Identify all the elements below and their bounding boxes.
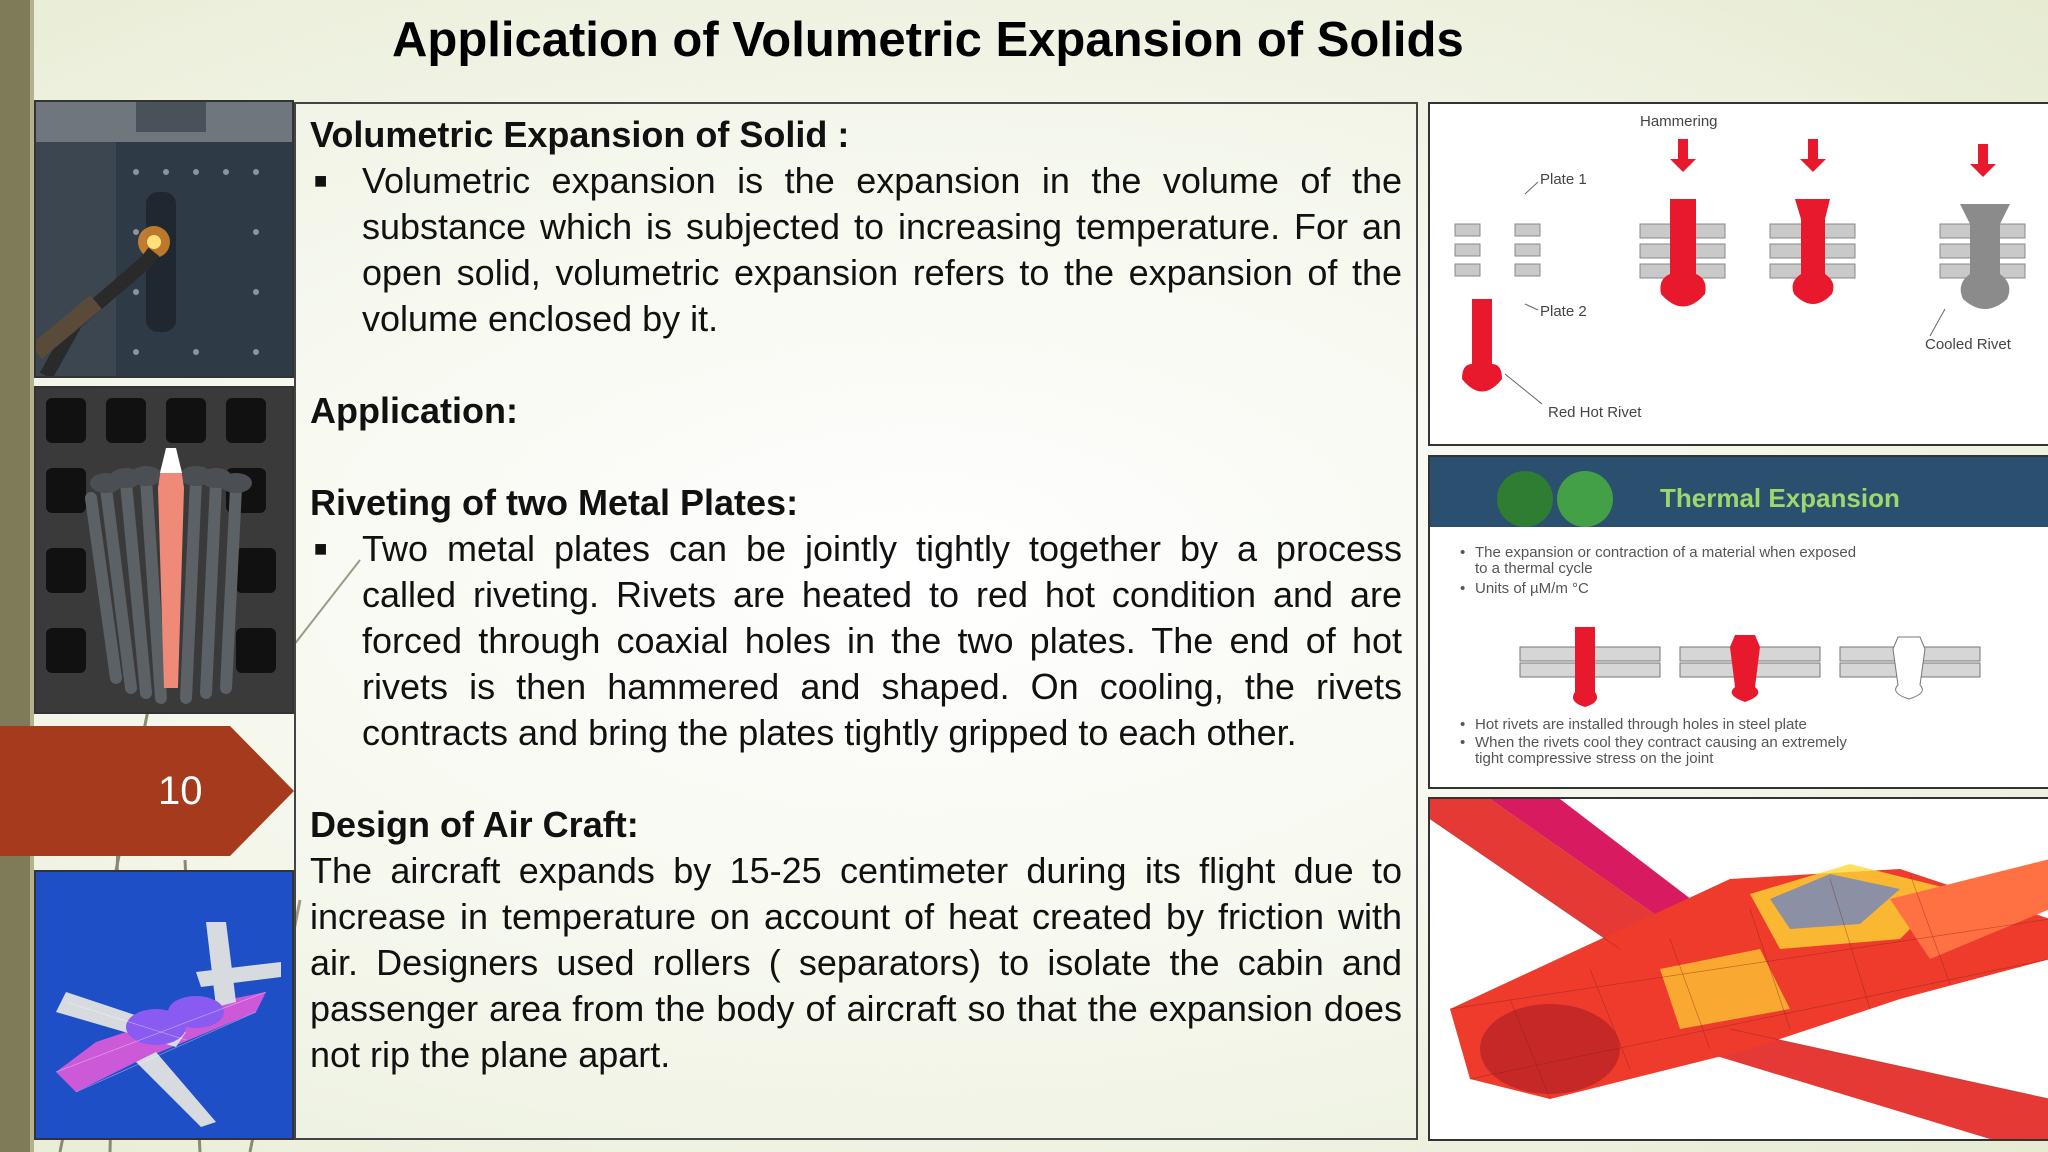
bullet-volumetric-definition bbox=[310, 158, 1402, 342]
riveting-process-diagram bbox=[1428, 102, 2048, 446]
label-cooled-rivet: Cooled Rivet bbox=[1925, 336, 2011, 353]
label-hammering: Hammering bbox=[1640, 113, 1718, 130]
riveting-worker-photo bbox=[34, 100, 294, 378]
thermal-expansion-diagram bbox=[1428, 455, 2048, 789]
aircraft-paragraph: The aircraft expands by 15-25 centimeter during its flight due to increase in temperature on account of heat created by friction with air. Designers used rollers ( separators) to isolate the cabin and passenger area from the body of aircraft so that the expansion does not rip the plane apart. bbox=[310, 850, 1402, 1075]
bullet-square-icon: ■ bbox=[314, 536, 328, 561]
thermal-bullet-4a: When the rivets cool they contract causing an extremely bbox=[1475, 734, 1847, 751]
section-heading-volumetric: Volumetric Expansion of Solid : bbox=[310, 114, 850, 155]
section-heading-aircraft: Design of Air Craft: bbox=[310, 804, 639, 845]
thermal-bullet-2: Units of µM/m °C bbox=[1475, 580, 1589, 597]
thermal-bullet-4b: tight compressive stress on the joint bbox=[1475, 750, 1714, 767]
bullet-square-icon: ■ bbox=[314, 168, 328, 193]
main-text-box bbox=[294, 102, 1418, 1140]
svg-text:•: • bbox=[1460, 544, 1466, 561]
aircraft-thermal-model-image bbox=[1428, 797, 2048, 1141]
slide-number: 10 bbox=[158, 769, 203, 813]
svg-text:•: • bbox=[1460, 580, 1466, 597]
section-heading-application: Application: bbox=[310, 390, 518, 431]
aircraft-model-thumbnail bbox=[34, 870, 294, 1140]
bullet-text: Volumetric expansion is the expansion in the volume of the substance which is subjected to increasing temperature. For an open solid, volumetric expansion refers to the expansion of the volume enclosed by it. bbox=[362, 160, 1402, 339]
thermal-bullet-1a: The expansion or contraction of a material when exposed bbox=[1475, 544, 1857, 561]
thermal-bullet-1b: to a thermal cycle bbox=[1475, 560, 1593, 577]
label-red-hot-rivet: Red Hot Rivet bbox=[1548, 404, 1642, 421]
thermal-bullet-3: Hot rivets are installed through holes in steel plate bbox=[1475, 716, 1807, 733]
bullet-riveting bbox=[310, 526, 1402, 756]
bullet-text: Two metal plates can be jointly tightly together by a process called riveting. Rivets are heated to red hot condition and are forced through coaxial holes in the two plates. The end of hot rivets is then hammered and shaped. On cooling, the rivets contracts and bring the plates tightly gripped to each other. bbox=[362, 528, 1402, 753]
svg-text:•: • bbox=[1460, 716, 1466, 733]
section-heading-riveting: Riveting of two Metal Plates: bbox=[310, 482, 799, 523]
svg-text:•: • bbox=[1460, 734, 1466, 751]
thermal-expansion-title: Thermal Expansion bbox=[1660, 483, 1900, 513]
slide-title: Application of Volumetric Expansion of Solids bbox=[392, 13, 1464, 67]
label-plate-1: Plate 1 bbox=[1540, 171, 1587, 188]
hot-rivets-photo bbox=[34, 386, 294, 714]
label-plate-2: Plate 2 bbox=[1540, 303, 1587, 320]
left-accent-bar bbox=[0, 0, 30, 1152]
